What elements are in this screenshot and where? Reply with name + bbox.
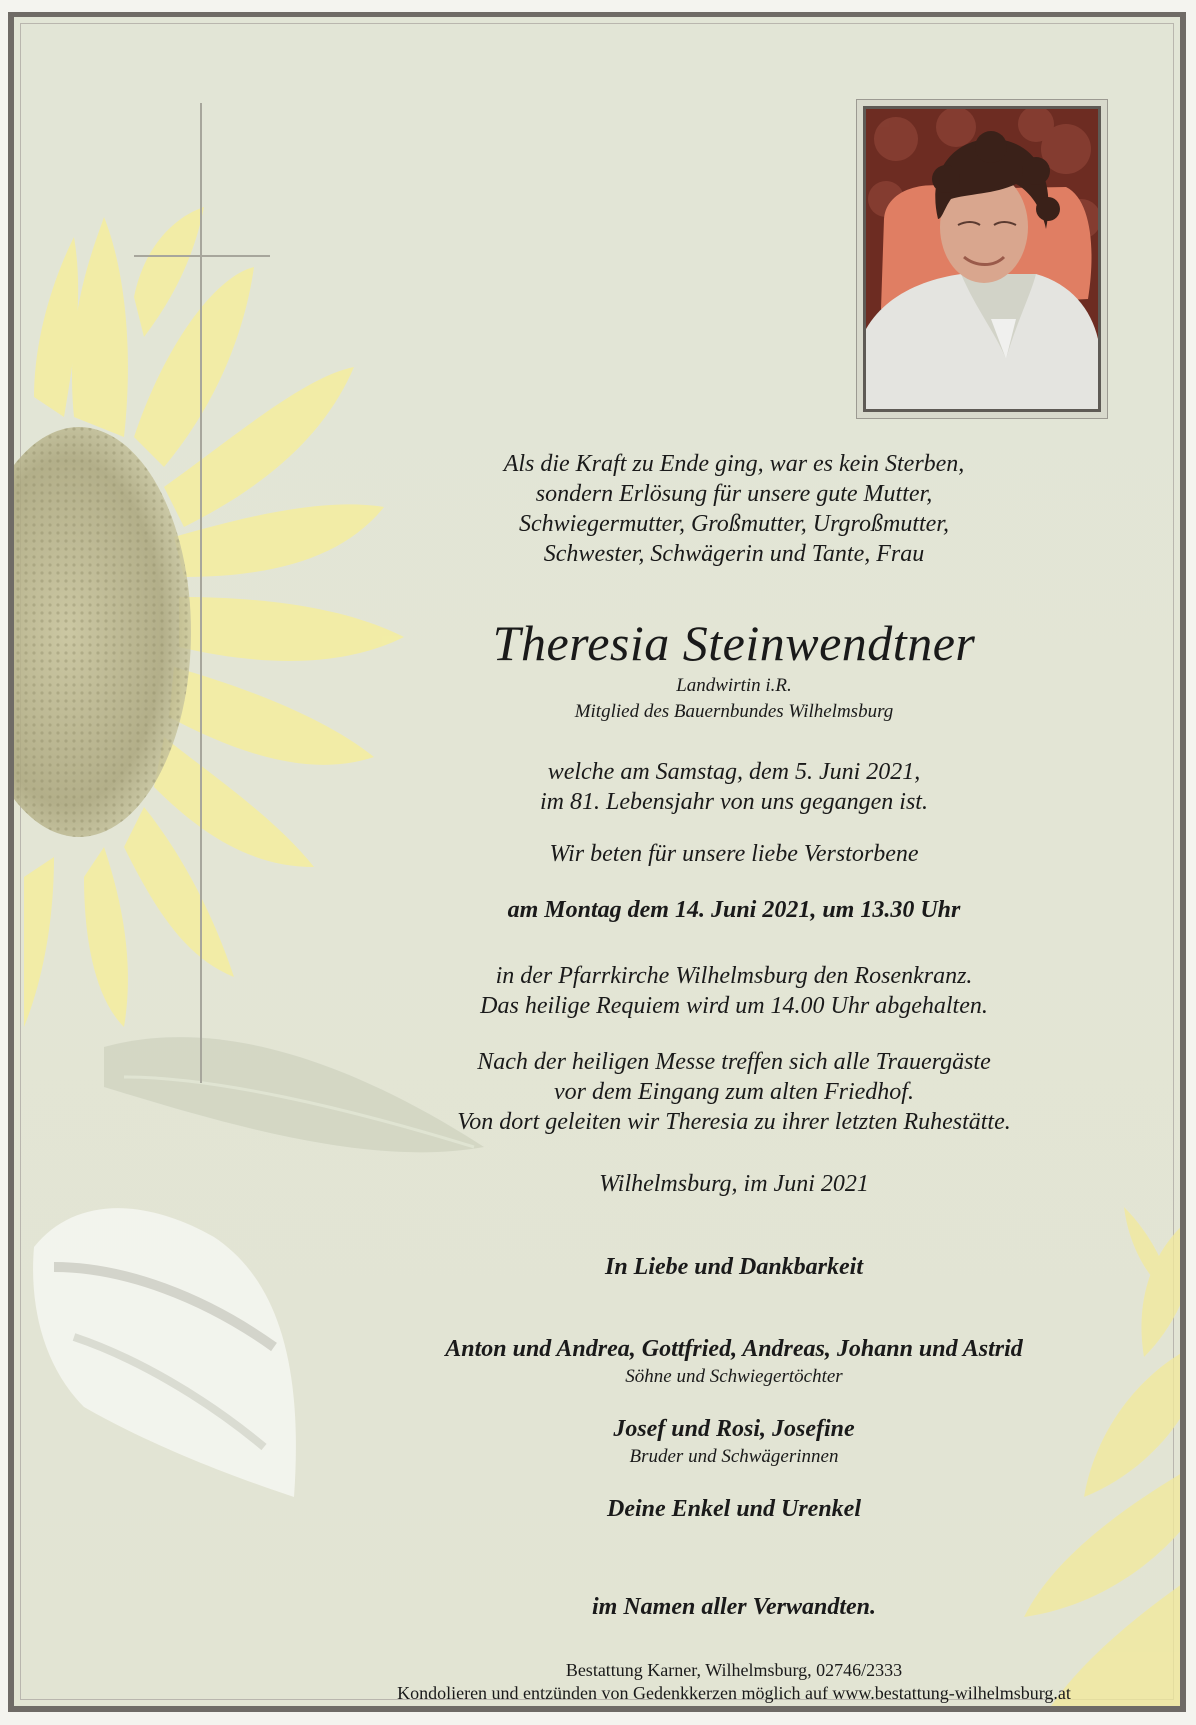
occupation-line: Landwirtin i.R. [676,675,792,696]
after-mass-line: Nach der heiligen Messe treffen sich alle Trauergäste [477,1049,991,1075]
after-mass-notice [404,1047,1064,1137]
mourner-relation: Söhne und Schwiegertöchter [625,1366,843,1387]
relatives-line: im Namen aller Verwandten. [591,1594,877,1620]
intro-line: Schwiegermutter, Großmutter, Urgroßmutter, [519,511,949,537]
place-date: Wilhelmsburg, im Juni 2021 [599,1171,869,1197]
occupation [404,673,1064,725]
church-line: in der Pfarrkirche Wilhelmsburg den Rosenkranz. [495,963,973,989]
passing-line: welche am Samstag, dem 5. Juni 2021, [547,759,921,785]
love-line: In Liebe und Dankbarkeit [604,1254,864,1280]
cross-vertical-bar [200,103,202,1083]
occupation-line: Mitglied des Bauernbundes Wilhelmsburg [574,701,894,722]
church-line: Das heilige Requiem wird um 14.00 Uhr abgehalten. [480,993,988,1019]
intro-line: sondern Erlösung für unsere gute Mutter, [535,481,933,507]
portrait-illustration [866,109,1098,409]
intro-line: Schwester, Schwägerin und Tante, Frau [543,541,925,567]
footer-line: Bestattung Karner, Wilhelmsburg, 02746/2333 [565,1660,903,1680]
deceased-name: Theresia Steinwendtner [492,615,976,671]
cross-horizontal-bar [134,255,270,257]
footer-line: Kondolieren und entzünden von Gedenkkerzen möglich auf www.bestattung-wilhelmsburg.at [397,1683,1071,1703]
prayer-intro: Wir beten für unsere liebe Verstorbene [549,841,919,867]
after-mass-line: Von dort geleiten wir Theresia zu ihrer letzten Ruhestätte. [457,1109,1011,1135]
service-date: am Montag dem 14. Juni 2021, um 13.30 Uhr [507,897,961,923]
funeral-home-footer [294,1659,1174,1705]
intro-line: Als die Kraft zu Ende ging, war es kein Sterben, [503,451,965,477]
church-details [404,961,1064,1021]
mourner-relation: Bruder und Schwägerinnen [629,1446,839,1467]
portrait-frame [856,99,1108,419]
mourner-names: Deine Enkel und Urenkel [606,1496,861,1522]
passing-notice [404,757,1064,817]
after-mass-line: vor dem Eingang zum alten Friedhof. [554,1079,914,1105]
passing-line: im 81. Lebensjahr von uns gegangen ist. [540,789,928,815]
intro-verse [404,449,1064,569]
obituary-card [8,12,1186,1712]
portrait-photo [863,106,1101,412]
mourner-names: Josef und Rosi, Josefine [613,1416,855,1442]
mourner-names: Anton und Andrea, Gottfried, Andreas, Johann und Astrid [445,1336,1023,1362]
